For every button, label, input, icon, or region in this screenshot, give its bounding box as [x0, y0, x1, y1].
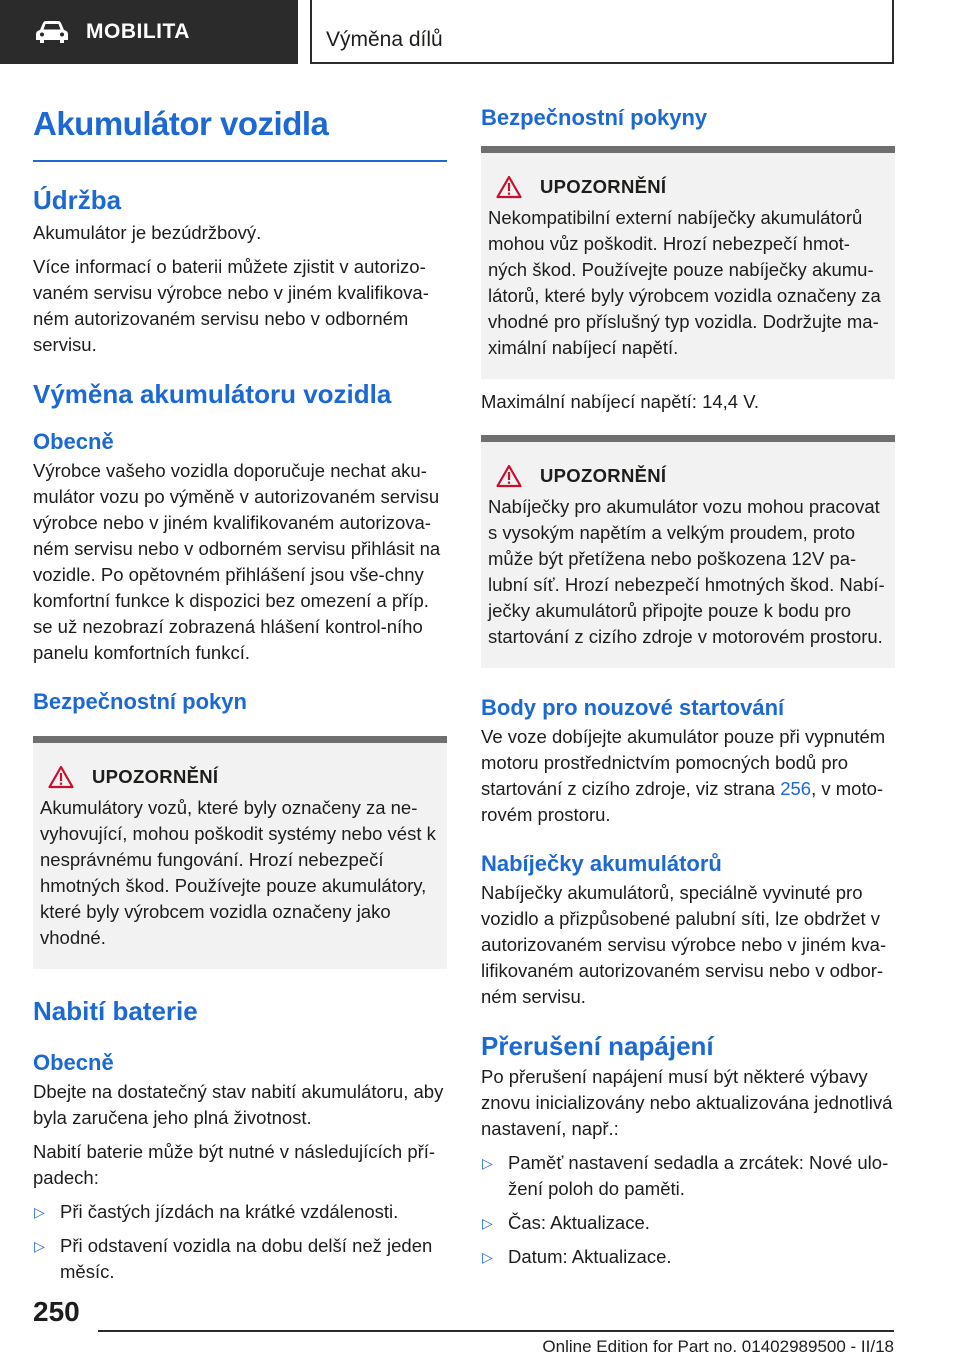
udrzba-p2: Více informací o baterii můžete zjistit v autorizo‐vaném servisu výrobce nebo v jiném kvalifikova‐ném autorizovaném servisu nebo v odborném servisu. — [33, 256, 429, 355]
warning-triangle-icon — [496, 464, 522, 488]
warning-text: Akumulátory vozů, které byly označeny za ne‐vyhovující, mohou poškodit systémy nebo vést k nesprávnému fungování. Hrozí nebezpečí hmotných škod. Používejte pouze akumulátory, které byly výrobcem vozidla označeny jako vhodné. — [40, 797, 436, 948]
warning-header — [40, 765, 439, 789]
warning-triangle-icon — [496, 175, 522, 199]
heading-safety-right: Bezpečnostní pokyny — [481, 105, 708, 130]
page-number: 250 — [33, 1296, 80, 1327]
list-item: ▷ Paměť nastavení sedadla a zrcátek: Nové ulo‐žení poloh do paměti. — [482, 1152, 889, 1199]
warning-triangle-icon — [48, 765, 74, 789]
subheading-obecne-2: Obecně — [33, 1050, 114, 1075]
warning-header — [488, 464, 887, 488]
edition-text: Online Edition for Part no. 01402989500 - II/18 — [542, 1337, 894, 1356]
warning-title: UPOZORNĚNÍ — [92, 766, 219, 787]
nabiti-p1: Dbejte na dostatečný stav nabití akumulátoru, aby byla zaručena jeho plná životnost. — [33, 1081, 444, 1128]
page-link[interactable]: 256 — [780, 778, 812, 799]
heading-safety-left: Bezpečnostní pokyn — [33, 689, 247, 714]
triangle-bullet-icon: ▷ — [482, 1155, 493, 1171]
udrzba-p1: Akumulátor je bezúdržbový. — [33, 222, 262, 243]
interrupt-list — [481, 1150, 895, 1270]
subheading-obecne-1: Obecně — [33, 429, 114, 454]
warning-text: Nabíječky pro akumulátor vozu mohou pracovat s vysokým napětím a velkým proudem, proto může být přetížena nebo poškozena 12V pa‐lubní síť. Hrozí nebezpečí hmotných škod. Nabí‐ječky akumulátorů připojte pouze k bodu pro startování z cizího zdroje v motorovém prostoru. — [488, 496, 885, 647]
footer-rule — [98, 1330, 894, 1332]
heading-body: Body pro nouzové startování — [481, 695, 785, 720]
title-rule — [33, 160, 447, 162]
right-column — [481, 104, 895, 1270]
warning-title: UPOZORNĚNÍ — [540, 465, 667, 486]
heading-chargers: Nabíječky akumulátorů — [481, 851, 722, 876]
list-item: ▷ Datum: Aktualizace. — [481, 1244, 895, 1270]
warning-title: UPOZORNĚNÍ — [540, 176, 667, 197]
triangle-bullet-icon: ▷ — [34, 1238, 45, 1254]
list-item: ▷ Při odstavení vozidla na dobu delší než jeden měsíc. — [34, 1235, 433, 1282]
nabiti-p2: Nabití baterie může být nutné v následujících pří‐padech: — [33, 1141, 436, 1188]
left-column — [33, 104, 447, 1285]
heading-nabiti: Nabití baterie — [33, 996, 198, 1026]
warning-text: Nekompatibilní externí nabíječky akumulátorů mohou vůz poškodit. Hrozí nebezpečí hmot‐ných škod. Používejte pouze nabíječky akumu‐látorů, které byly výrobcem vozidla označeny za vhodné pro příslušný typ vozidla. Dodržujte ma‐ximální nabíjecí napětí. — [488, 207, 881, 358]
max-voltage-text: Maximální nabíjecí napětí: 14,4 V. — [481, 391, 760, 412]
warning-box-left — [33, 736, 447, 969]
warning-header — [488, 175, 887, 199]
list-item: ▷ Čas: Aktualizace. — [481, 1210, 895, 1236]
nabiti-list — [33, 1199, 447, 1285]
chargers-paragraph: Nabíječky akumulátorů, speciálně vyvinuté pro vozidlo a přizpůsobené palubní síti, lze obdržet v autorizovaném servisu výrobce nebo v jiném kva‐lifikovaném autorizovaném servisu nebo v odbor‐ném servisu. — [481, 882, 887, 1007]
triangle-bullet-icon: ▷ — [482, 1249, 493, 1265]
warning-box-right-1 — [481, 146, 895, 379]
page-title: Akumulátor vozidla — [33, 105, 329, 142]
heading-udrzba: Údržba — [33, 185, 122, 215]
warning-box-right-2 — [481, 435, 895, 668]
chapter-title: Výměna dílů — [326, 28, 443, 51]
vymena-paragraph: Výrobce vašeho vozidla doporučuje nechat aku‐mulátor vozu po výměně v autorizovaném servisu výrobce nebo v jiném kvalifikovaném autorizova‐ném servisu nebo v odborném servisu přihlásit na vozidle. Po opětovném přihlášení jsou vše‐chny komfortní funkce k dispozici bez omezení a příp. se už nezobrazí zobrazená hlášení kontrol‐ního panelu komfortních funkcí. — [33, 460, 441, 663]
list-item: ▷ Při častých jízdách na krátké vzdálenosti. — [33, 1199, 447, 1225]
triangle-bullet-icon: ▷ — [482, 1215, 493, 1231]
car-icon — [34, 19, 70, 45]
heading-interrupt: Přerušení napájení — [481, 1031, 714, 1061]
triangle-bullet-icon: ▷ — [34, 1204, 45, 1220]
body-paragraph: Ve voze dobíjejte akumulátor pouze při vypnutém motoru prostřednictvím pomocných bodů pro startování z cizího zdroje, viz strana 256, v moto‐rovém prostoru. — [481, 726, 886, 825]
chapter-header — [310, 0, 894, 64]
section-label: MOBILITA — [86, 20, 190, 43]
chapter-tab — [0, 0, 298, 64]
heading-vymena: Výměna akumulátoru vozidla — [33, 379, 392, 409]
interrupt-paragraph: Po přerušení napájení musí být některé výbavy znovu inicializovány nebo aktualizována jednotlivá nastavení, např.: — [481, 1066, 893, 1139]
